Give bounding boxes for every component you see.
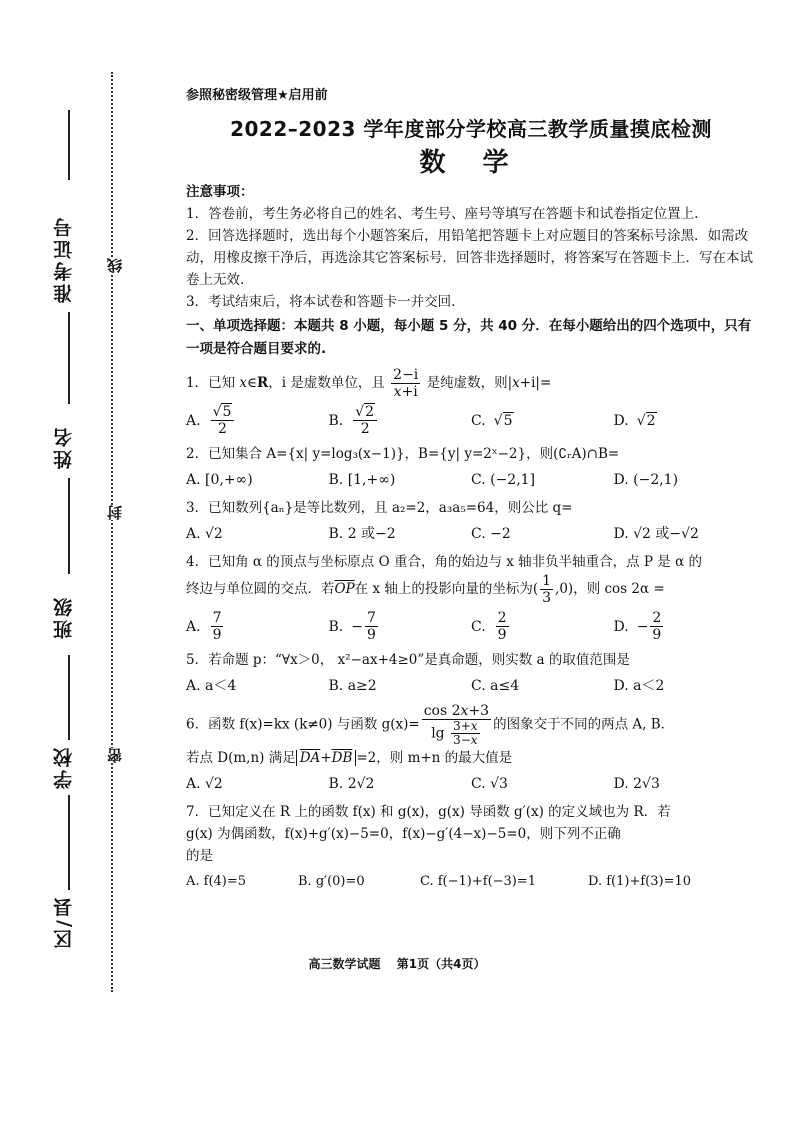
option-d[interactable]: D. − $\frac{2}{9}$ <box>613 610 662 643</box>
question-stem: 4．已知角 α 的顶点与坐标原点 O 重合，角的始边与 x 轴非负半轴重合，点 P 是 α 的 <box>186 554 702 570</box>
option-d[interactable]: D. √2 <box>613 412 656 429</box>
option-b[interactable]: B. 2 或−2 <box>328 526 396 542</box>
section-heading: 一、单项选择题：本题共 8 小题，每小题 5 分，共 40 分．在每小题给出的四个选项中，只有一项是符合题目要求的. <box>186 318 752 357</box>
binding-margin <box>0 0 124 1000</box>
option-d[interactable]: D. a＜2 <box>613 678 665 694</box>
question-stem: g(x) 为偶函数，f(x)+g′(x)−5=0，f(x)−g′(4−x)−5=0，则下列不正确 <box>186 826 621 842</box>
option-d[interactable]: D. (−2,1) <box>613 472 679 488</box>
question-stem: 2．已知集合 A={x| y=log₃(x−1)}，B={y| y=2ˣ−2}，则(∁ᵣA)∩B= <box>186 446 620 462</box>
cut-mark-secret: 密 <box>106 748 124 763</box>
option-c[interactable]: C. √5 <box>471 412 513 429</box>
option-c[interactable]: C. f(−1)+f(−3)=1 <box>420 874 537 889</box>
option-c[interactable]: C. (−2,1] <box>471 472 536 488</box>
notice-item: 2．回答选择题时，选出每个小题答案后，用铅笔把答题卡上对应题目的答案标号涂黑．如需改动，用橡皮擦干净后，再选涂其它答案标号．回答非选择题时，将答案写在答题卡上．写在本试卷上无效. <box>186 228 753 288</box>
option-a[interactable]: A. f(4)=5 <box>186 874 247 889</box>
field-line <box>68 110 70 180</box>
main-content <box>186 84 756 893</box>
option-c[interactable]: C. a≤4 <box>471 678 520 694</box>
field-class: 班级 <box>53 595 75 639</box>
notice-item: 3．考试结束后，将本试卷和答题卡一并交回. <box>186 294 456 310</box>
question-stem: 终边与单位圆的交点．若$\overline{OP}$在 x 轴上的投影向量的坐标为( $\frac{1}{3}$ ,0)，则 cos 2α = <box>186 573 665 606</box>
cut-mark-line: 线 <box>106 258 124 273</box>
option-a[interactable]: A. √2 <box>186 526 223 542</box>
field-district: 区/县 <box>53 895 75 949</box>
field-line <box>68 795 70 890</box>
page-footer <box>0 955 794 972</box>
question-stem: 3．已知数列{aₙ}是等比数列，且 a₂=2，a₃a₅=64，则公比 q= <box>186 500 573 516</box>
notice-item: 1．答卷前，考生务必将自己的姓名、考生号、座号等填写在答题卡和试卷指定位置上. <box>186 206 699 222</box>
options <box>186 773 756 795</box>
question-4 <box>186 551 756 643</box>
option-d[interactable]: D. 2√3 <box>613 776 660 792</box>
question-2 <box>186 443 756 491</box>
option-b[interactable]: B. 2√2 <box>328 776 375 792</box>
question-stem: 6．函数 f(x)=kx (k≠0) 与函数 g(x)= cos 2x+3 lg $\frac{3+x}{3-x}$ 的图象交于不同的两点 A, B． <box>186 703 675 747</box>
question-stem: 的是 <box>186 848 213 864</box>
option-a[interactable]: A. [0,+∞) <box>186 472 253 488</box>
options <box>186 871 756 893</box>
question-stem: 1．已知 x∈R，i 是虚数单位，且 $\frac{2-i}{x+i}$ 是纯虚数，则|x+i|= <box>186 367 552 400</box>
option-b[interactable]: B. [1,+∞) <box>328 472 396 488</box>
question-1 <box>186 367 756 437</box>
cut-mark-seal: 封 <box>106 505 124 520</box>
question-3 <box>186 497 756 545</box>
field-line <box>68 478 70 574</box>
field-line <box>68 312 70 404</box>
notice-heading: 注意事项： <box>186 184 254 200</box>
option-b[interactable]: B. − $\frac{7}{9}$ <box>328 610 376 643</box>
field-name: 姓名 <box>53 425 75 469</box>
option-a[interactable]: A. a＜4 <box>186 678 237 694</box>
question-stem: 5．若命题 p：“∀x＞0， x²−ax+4≥0”是真命题，则实数 a 的取值范围是 <box>186 652 630 668</box>
options <box>186 675 756 697</box>
option-a[interactable]: A. $\frac{7}{9}$ <box>186 610 222 643</box>
subject-title: 数 学 <box>419 148 523 178</box>
options <box>186 469 756 491</box>
field-line <box>68 655 70 740</box>
notice-block <box>186 181 756 313</box>
option-b[interactable]: B. $\frac{√2}{2}$ <box>329 404 472 437</box>
exam-title: 2022–2023 学年度部分学校高三教学质量摸底检测 <box>230 117 712 141</box>
question-5 <box>186 649 756 697</box>
question-stem: 7．已知定义在 R 上的函数 f(x) 和 g(x)，g(x) 导函数 g′(x) 的定义域也为 R．若 <box>186 804 671 820</box>
options <box>186 523 756 545</box>
field-exam-number: 准考证号 <box>53 215 75 303</box>
footer-page-number: 第1页（共4页） <box>396 957 486 971</box>
option-b[interactable]: B. g′(0)=0 <box>298 874 365 889</box>
options <box>186 404 756 437</box>
option-c[interactable]: C. −2 <box>471 526 511 542</box>
option-d[interactable]: D. √2 或−√2 <box>613 526 699 542</box>
option-b[interactable]: B. a≥2 <box>328 678 377 694</box>
option-d[interactable]: D. f(1)+f(3)=10 <box>588 874 692 889</box>
question-stem: 若点 D(m,n) 满足 $\overline{DA}+\overline{DB} =2$，则 m+n 的最大值是 <box>186 750 513 766</box>
footer-exam-name: 高三数学试题 <box>308 957 381 971</box>
option-a[interactable]: A. √2 <box>186 776 223 792</box>
options <box>186 610 756 643</box>
field-school: 学校 <box>53 745 75 789</box>
question-6 <box>186 703 756 795</box>
question-7 <box>186 801 756 893</box>
option-c[interactable]: C. $\frac{2}{9}$ <box>471 610 507 643</box>
secret-level: 参照秘密级管理★启用前 <box>186 88 328 103</box>
option-a[interactable]: A. $\frac{√5}{2}$ <box>186 404 329 437</box>
option-c[interactable]: C. √3 <box>471 776 508 792</box>
cut-line <box>111 72 113 992</box>
